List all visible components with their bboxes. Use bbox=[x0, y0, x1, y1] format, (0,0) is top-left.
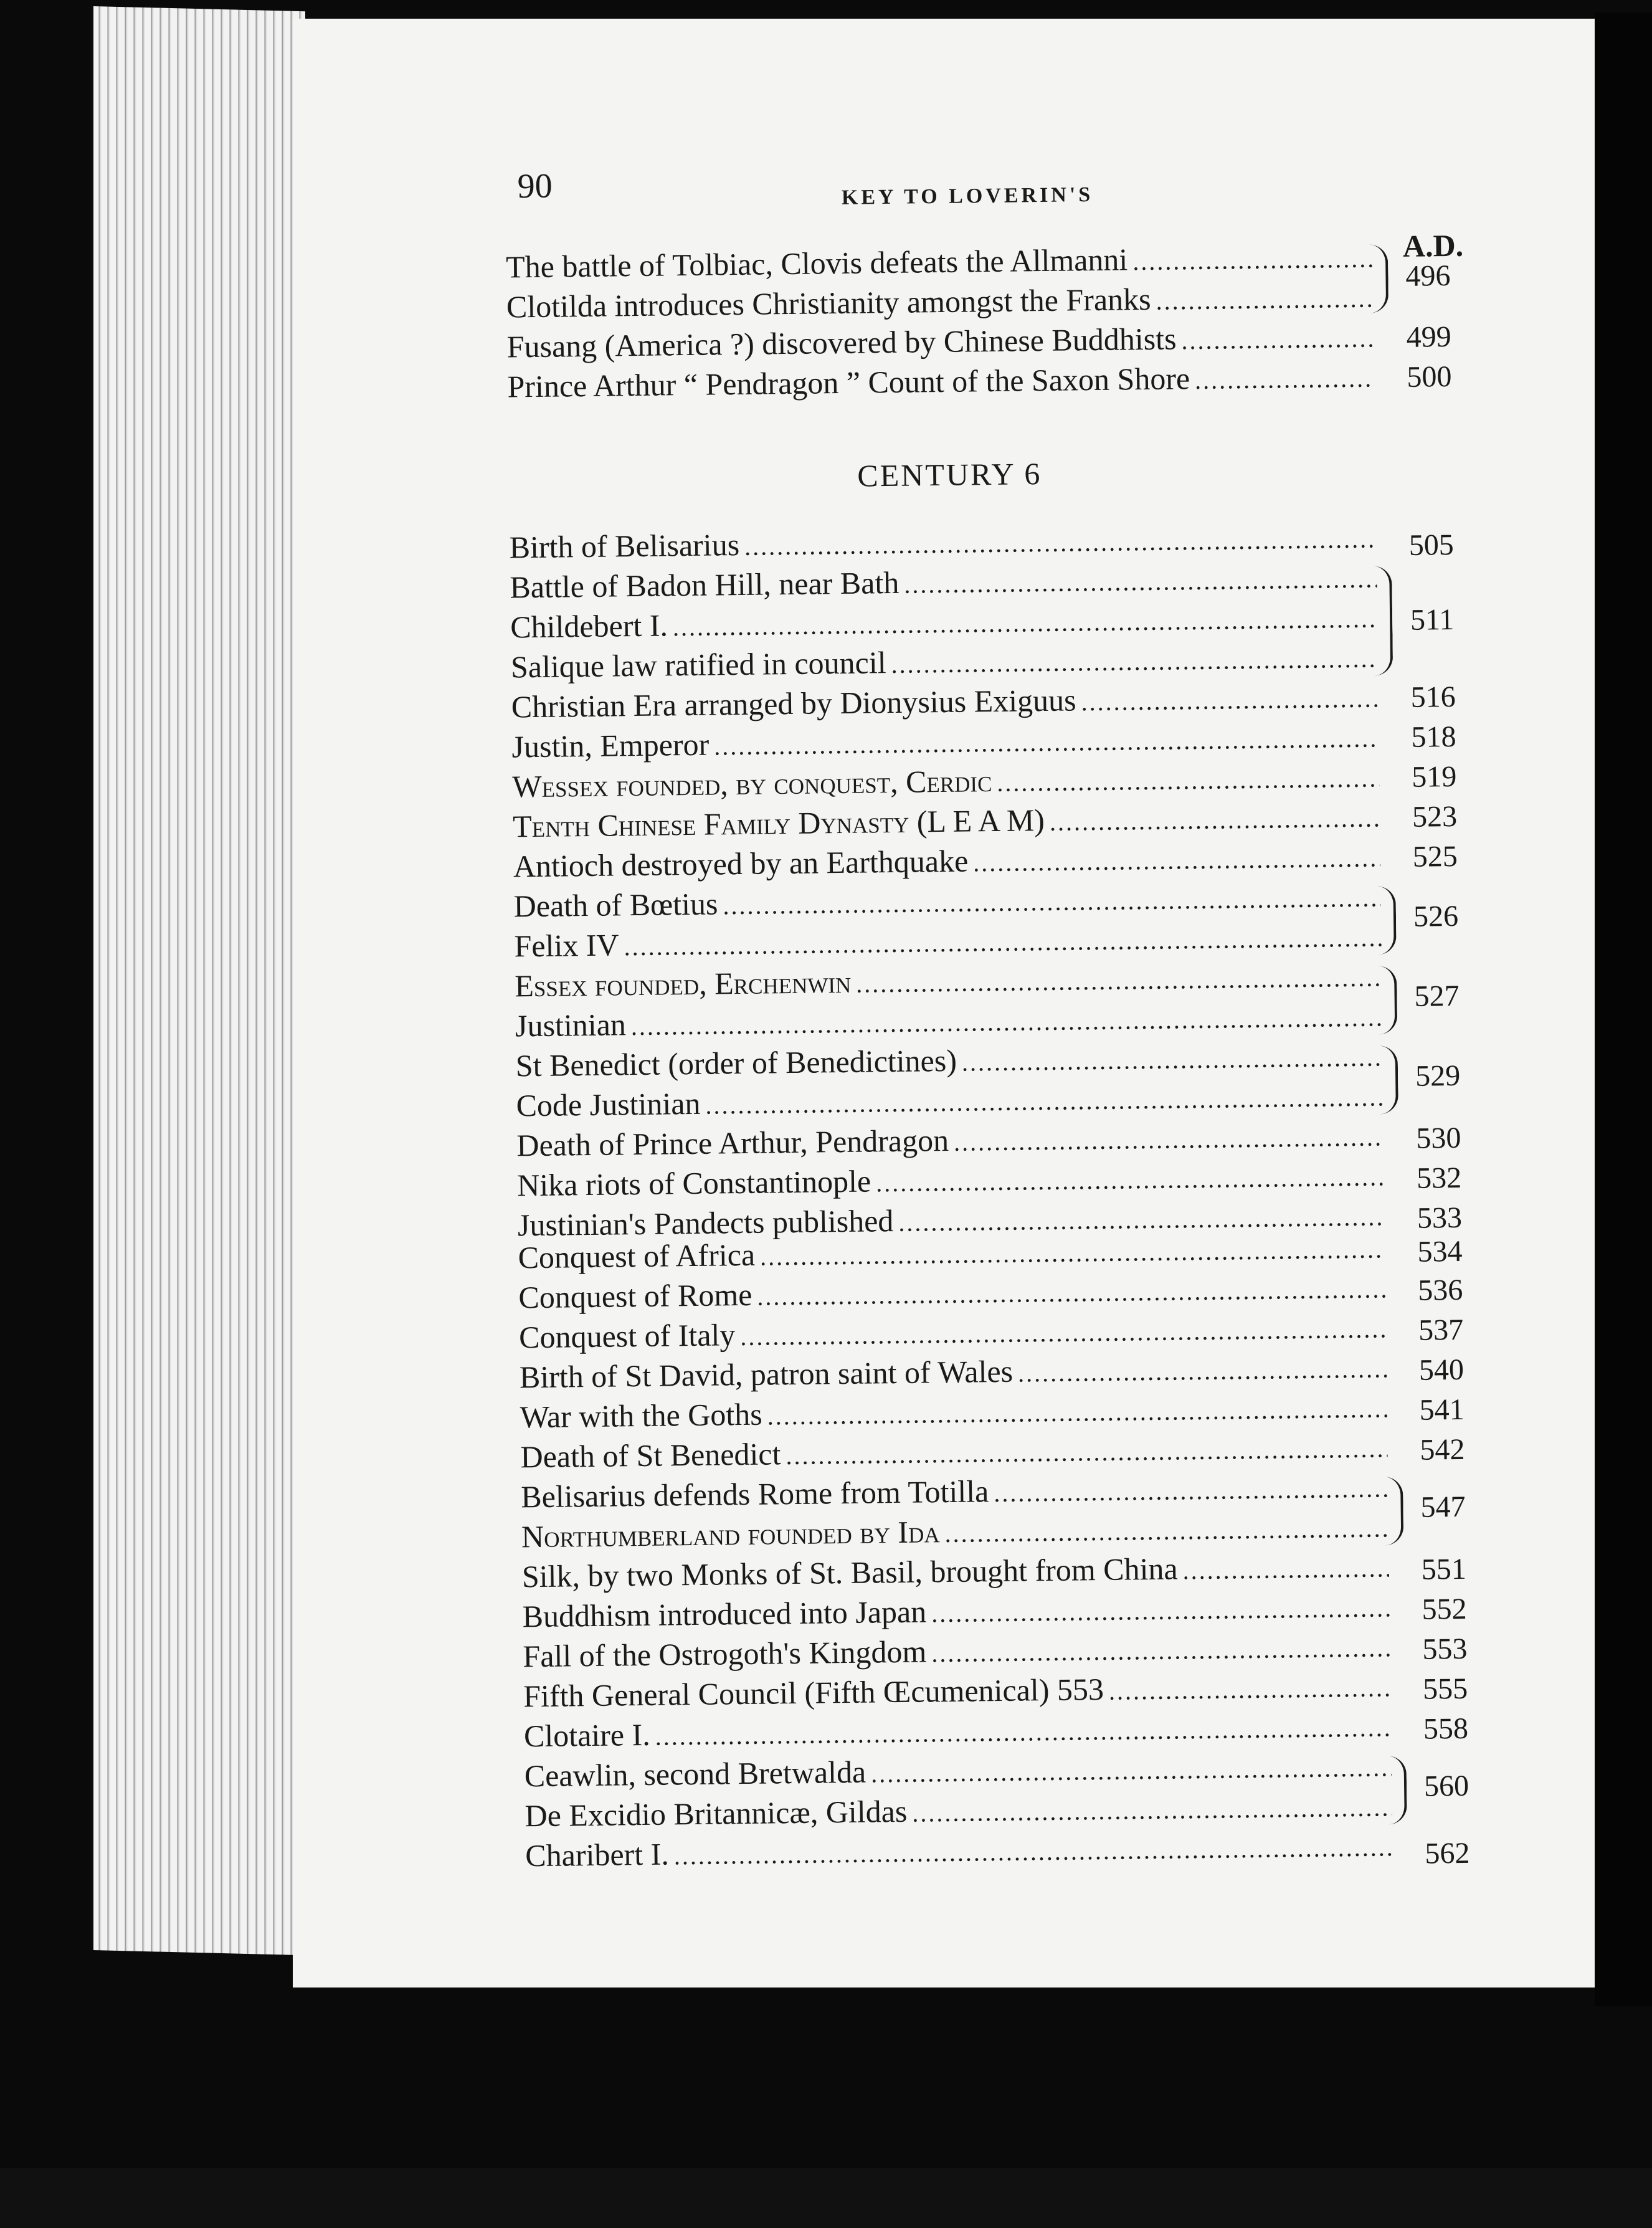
dot-leader bbox=[760, 1234, 1385, 1271]
group-brace bbox=[1379, 1756, 1407, 1825]
entry-text: Charibert I. bbox=[525, 1836, 670, 1873]
entry-year: 537 bbox=[1418, 1313, 1464, 1347]
entry-text: Fifth General Council (Fifth Œcumenical) 553 bbox=[523, 1671, 1104, 1714]
group-brace bbox=[1369, 966, 1397, 1035]
entry-year: 560 bbox=[1423, 1769, 1469, 1803]
entry-text: Fall of the Ostrogoth's Kingdom bbox=[523, 1634, 927, 1674]
entry-year: 518 bbox=[1411, 720, 1456, 754]
dot-leader bbox=[876, 1162, 1385, 1197]
binding-shadow bbox=[1595, 12, 1652, 2006]
entry-text: Death of Prince Arthur, Pendragon bbox=[516, 1122, 949, 1163]
entry-year: 529 bbox=[1415, 1059, 1461, 1093]
entry-text: Tenth Chinese Family Dynasty (L E A M) bbox=[512, 802, 1045, 844]
dot-leader bbox=[1182, 1553, 1389, 1585]
entry-year: 540 bbox=[1418, 1353, 1464, 1387]
entry-text: Felix IV bbox=[514, 927, 619, 964]
entry-year: 532 bbox=[1416, 1161, 1462, 1195]
dot-leader bbox=[1181, 323, 1374, 355]
dot-leader bbox=[723, 883, 1381, 920]
dot-leader bbox=[705, 1082, 1384, 1120]
entry-text: Northumberland founded by Ida bbox=[521, 1514, 940, 1554]
entry-text: Nika riots of Constantinople bbox=[516, 1163, 871, 1203]
entry-year: 551 bbox=[1421, 1552, 1467, 1586]
entry-year: 536 bbox=[1418, 1273, 1463, 1307]
entry-text: St Benedict (order of Benedictines) bbox=[515, 1042, 957, 1083]
group-brace bbox=[1370, 1045, 1398, 1115]
dot-leader bbox=[997, 763, 1379, 797]
entry-text: Code Justinian bbox=[516, 1085, 701, 1123]
entry-text: Conquest of Rome bbox=[518, 1277, 752, 1315]
dot-leader bbox=[714, 723, 1379, 761]
entry-text: Justinian bbox=[515, 1007, 627, 1044]
dot-leader bbox=[786, 1434, 1388, 1470]
dot-leader bbox=[655, 1713, 1391, 1751]
entry-year: 511 bbox=[1410, 602, 1455, 637]
entry-text: Clotilda introduces Christianity amongst the Franks bbox=[506, 281, 1151, 325]
entry-year: 541 bbox=[1419, 1392, 1465, 1427]
dot-leader bbox=[1050, 803, 1380, 836]
entry-text: Buddhism introduced into Japan bbox=[522, 1594, 927, 1634]
dot-leader bbox=[1132, 244, 1373, 276]
entry-text: Conquest of Italy bbox=[518, 1317, 736, 1355]
entry-year: 552 bbox=[1422, 1592, 1467, 1626]
dot-leader bbox=[744, 524, 1377, 561]
dot-leader bbox=[891, 644, 1378, 679]
running-title: KEY TO LOVERIN'S bbox=[841, 183, 1094, 209]
entry-year: 553 bbox=[1422, 1632, 1468, 1666]
group-brace bbox=[1364, 566, 1393, 676]
entry-year: 547 bbox=[1420, 1490, 1466, 1524]
dot-leader bbox=[856, 963, 1382, 998]
entry-text: Christian Era arranged by Dionysius Exiguus bbox=[511, 682, 1076, 725]
entry-text: De Excidio Britannicæ, Gildas bbox=[525, 1793, 908, 1834]
entry-year: 496 bbox=[1405, 259, 1451, 293]
section-title: CENTURY 6 bbox=[857, 456, 1042, 493]
entry-text: Prince Arthur “ Pendragon ” Count of the Saxon Shore bbox=[507, 361, 1190, 404]
entry-text: Justin, Emperor bbox=[511, 726, 710, 764]
entry-text: War with the Goths bbox=[520, 1396, 763, 1435]
dot-leader bbox=[1156, 283, 1374, 315]
page-number: 90 bbox=[517, 166, 553, 206]
entry-year: 516 bbox=[1410, 680, 1456, 714]
dot-leader bbox=[931, 1593, 1390, 1628]
group-brace bbox=[1360, 244, 1389, 313]
dot-leader bbox=[1195, 363, 1375, 395]
dot-leader bbox=[1109, 1673, 1391, 1706]
dot-leader bbox=[904, 564, 1377, 599]
dot-leader bbox=[674, 1832, 1393, 1870]
entry-year: 527 bbox=[1414, 979, 1460, 1013]
entry-text: Childebert I. bbox=[510, 607, 668, 645]
entry-text: Battle of Badon Hill, near Bath bbox=[510, 564, 900, 605]
dot-leader bbox=[931, 1633, 1390, 1668]
entry-text: Clotaire I. bbox=[523, 1716, 651, 1754]
entry-text: Death of St Benedict bbox=[520, 1436, 781, 1475]
dot-leader bbox=[1018, 1354, 1387, 1388]
group-brace bbox=[1375, 1477, 1403, 1546]
dot-leader bbox=[973, 843, 1380, 877]
dot-leader bbox=[994, 1473, 1389, 1508]
entry-year: 526 bbox=[1413, 899, 1459, 933]
entry-text: Conquest of Africa bbox=[518, 1237, 756, 1275]
entry-year: 505 bbox=[1408, 528, 1455, 562]
entry-year: 534 bbox=[1417, 1234, 1463, 1269]
entry-text: Fusang (America ?) discovered by Chinese Buddhists bbox=[506, 321, 1177, 364]
entry-text: Antioch destroyed by an Earthquake bbox=[513, 843, 969, 884]
entry-year: 533 bbox=[1417, 1201, 1463, 1235]
entry-text: Salique law ratified in council bbox=[510, 645, 886, 685]
ad-column-label: A.D. bbox=[1402, 227, 1464, 264]
entry-year: 555 bbox=[1422, 1672, 1468, 1706]
entry-text: Death of Bœtius bbox=[513, 886, 718, 924]
group-brace bbox=[1368, 886, 1396, 955]
entry-text: Silk, by two Monks of St. Basil, brought from China bbox=[521, 1551, 1178, 1594]
entry-text: Justinian's Pandects published bbox=[517, 1203, 894, 1243]
entry-year: 519 bbox=[1411, 759, 1457, 794]
dot-leader bbox=[1081, 683, 1379, 716]
dot-leader bbox=[767, 1394, 1387, 1431]
dot-leader bbox=[954, 1122, 1384, 1156]
entry-year: 562 bbox=[1425, 1836, 1470, 1870]
dot-leader bbox=[944, 1513, 1389, 1548]
entry-text: Birth of Belisarius bbox=[509, 526, 740, 565]
entry-text: Wessex founded, by conquest, Cerdic bbox=[512, 763, 992, 804]
dot-leader bbox=[631, 1002, 1383, 1041]
entry-year: 500 bbox=[1407, 359, 1452, 394]
entry-year: 525 bbox=[1412, 839, 1458, 874]
entry-year: 530 bbox=[1416, 1121, 1461, 1155]
dot-leader bbox=[912, 1792, 1392, 1827]
dot-leader bbox=[624, 923, 1381, 961]
entry-text: Birth of St David, patron saint of Wales bbox=[519, 1353, 1014, 1395]
entry-year: 499 bbox=[1406, 320, 1451, 354]
entry-text: Ceawlin, second Bretwalda bbox=[524, 1754, 866, 1794]
scan-margin bbox=[0, 2168, 1652, 2228]
book-page-edges bbox=[93, 6, 305, 1955]
dot-leader bbox=[871, 1753, 1392, 1788]
entry-year: 542 bbox=[1420, 1432, 1465, 1467]
entry-text: Essex founded, Erchenwin bbox=[514, 964, 852, 1004]
dot-leader bbox=[740, 1314, 1386, 1351]
entry-year: 523 bbox=[1412, 799, 1458, 834]
entry-text: The battle of Tolbiac, Clovis defeats the Allmanni bbox=[505, 242, 1128, 285]
dot-leader bbox=[962, 1042, 1383, 1077]
entry-year: 558 bbox=[1423, 1711, 1469, 1746]
entry-text: Belisarius defends Rome from Totilla bbox=[520, 1473, 989, 1515]
dot-leader bbox=[673, 604, 1378, 642]
dot-leader bbox=[757, 1274, 1386, 1311]
